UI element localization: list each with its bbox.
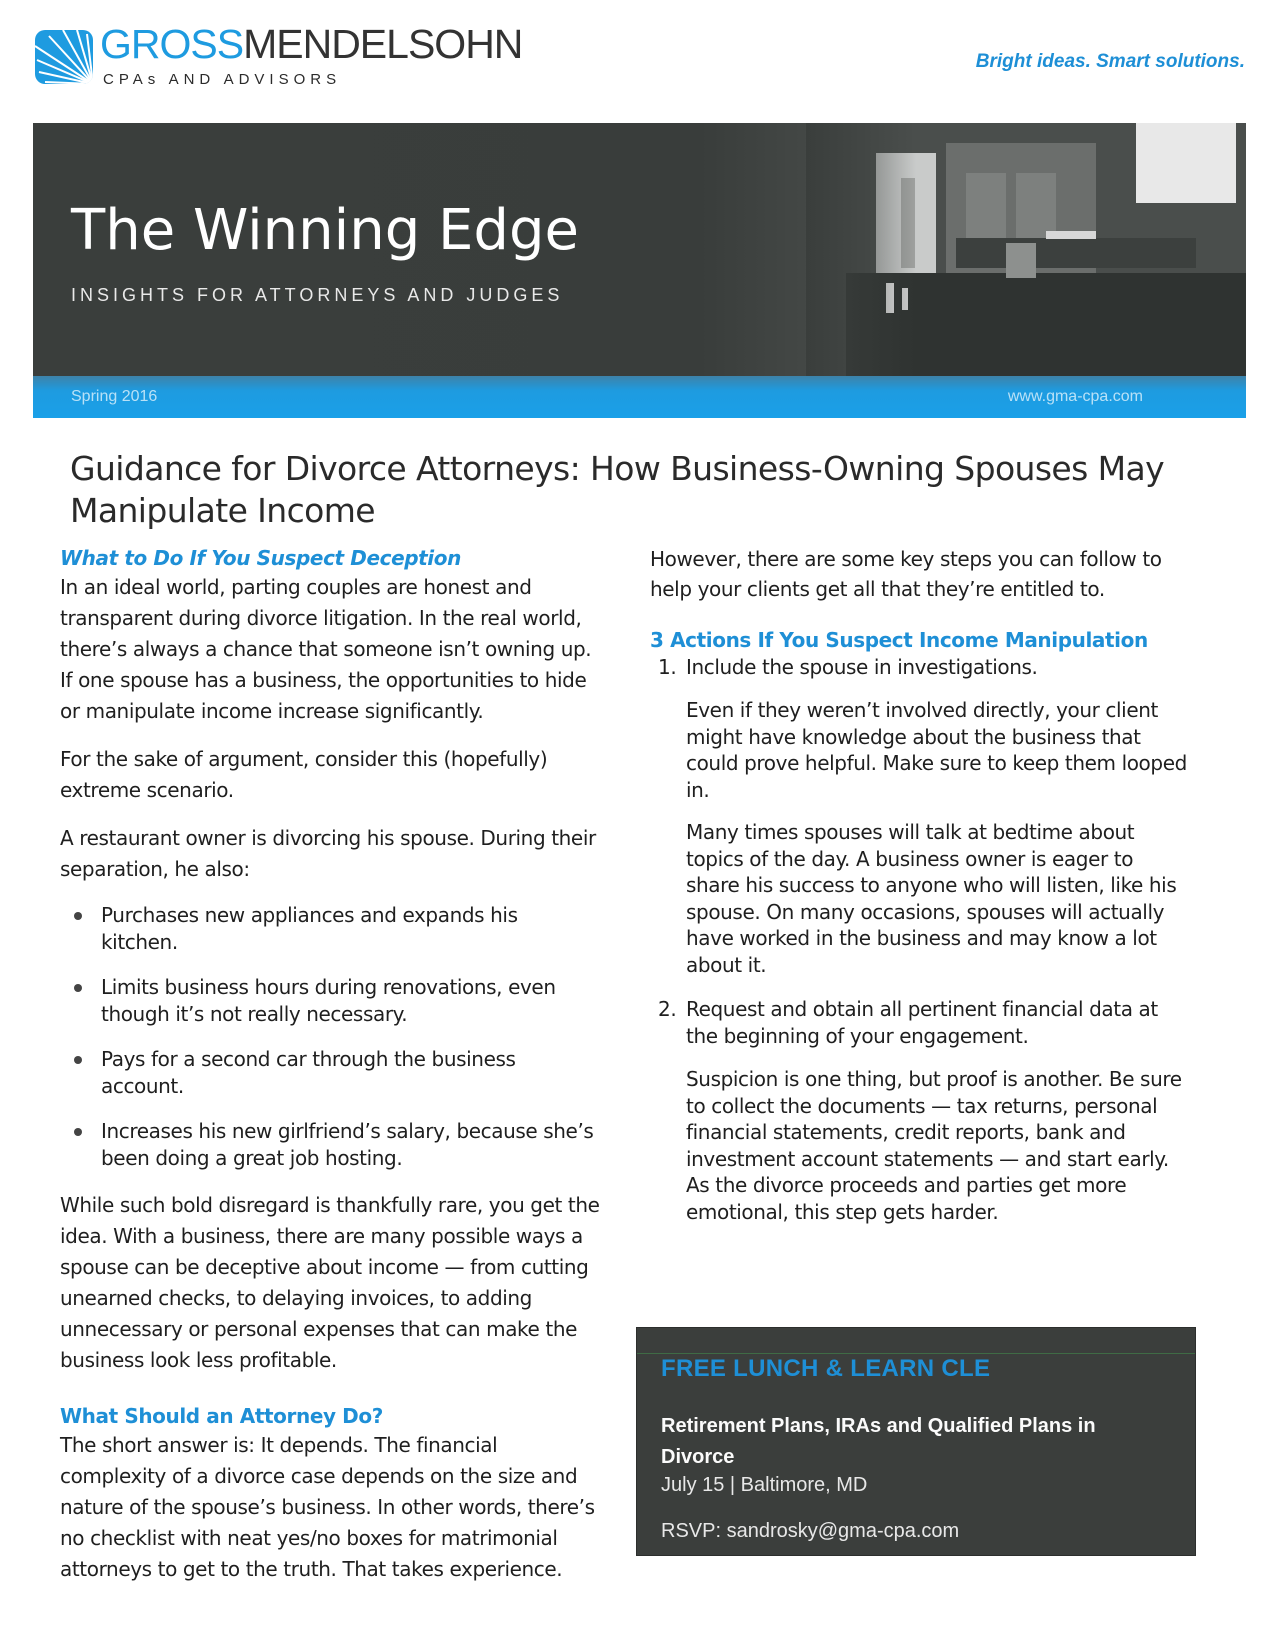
step-number: 1. (658, 655, 677, 679)
step-body: Many times spouses will talk at bedtime about topics of the day. A business owner is eager to share his success to anyone who will listen, like his spouse. On many occasions, spouses will actually have worked in the business and may know a lot about it. (686, 820, 1177, 977)
brand-name (100, 21, 523, 67)
section-heading-deception: What to Do If You Suspect Deception (60, 546, 461, 570)
paragraph: While such bold disregard is thankfully rare, you get the idea. With a business, there are many possible ways a spouse can be deceptive about income — from cutting unearned checks, to delaying invoices, to adding unnecessary or personal expenses that can make the business look less profitable. (60, 1193, 600, 1372)
courtroom-photo (806, 123, 1246, 383)
brand-secondary: MENDELSOHN (243, 21, 523, 67)
section-heading-actions: 3 Actions If You Suspect Income Manipulation (650, 628, 1148, 652)
right-column (650, 544, 1190, 1243)
scenario-list (74, 902, 600, 1172)
paragraph: However, there are some key steps you can follow to help your clients get all that they’re entitled to. (650, 547, 1162, 601)
paragraph: A restaurant owner is divorcing his spouse. During their separation, he also: (60, 826, 596, 881)
logo-rays (35, 30, 93, 84)
paragraph: For the sake of argument, consider this (hopefully) extreme scenario. (60, 747, 548, 802)
step-item (650, 996, 1190, 1225)
paragraph: The short answer is: It depends. The financial complexity of a divorce case depends on the size and nature of the spouse’s business. In other words, there’s no checklist with neat yes/no boxes for matrimonial attorneys to get to the truth. That takes experience. (60, 1433, 595, 1581)
bullet-icon (74, 912, 82, 920)
list-item-text: Purchases new appliances and expands his kitchen. (101, 903, 518, 954)
bullet-icon (74, 1056, 82, 1064)
article-title: Guidance for Divorce Attorneys: How Business-Owning Spouses May Manipulate Income (70, 449, 1165, 530)
website-link[interactable]: www.gma-cpa.com (1007, 388, 1143, 405)
newsletter-title: The Winning Edge (71, 198, 579, 263)
left-column (60, 544, 600, 1602)
list-item (74, 1118, 600, 1172)
step-item (650, 654, 1190, 978)
cle-date-location: July 15 | Baltimore, MD (661, 1474, 868, 1496)
issue-season: Spring 2016 (71, 388, 158, 405)
list-item (74, 902, 600, 956)
sunburst-logo-icon (35, 30, 93, 84)
cle-title: FREE LUNCH & LEARN CLE (661, 1355, 991, 1382)
step-heading: Request and obtain all pertinent financial data at the beginning of your engagement. (686, 997, 1158, 1048)
brand-primary: GROSS (100, 21, 244, 67)
list-item (74, 974, 600, 1028)
step-body: Suspicion is one thing, but proof is another. Be sure to collect the documents — tax returns, personal financial statements, credit reports, bank and investment account statements — and start early. As the divorce proceeds and parties get more emotional, this step gets harder. (686, 1067, 1182, 1224)
action-steps (650, 654, 1190, 1225)
step-heading: Include the spouse in investigations. (686, 655, 1038, 679)
divider (637, 1353, 1195, 1354)
cle-rsvp-email[interactable]: RSVP: sandrosky@gma-cpa.com (661, 1520, 960, 1542)
list-item-text: Pays for a second car through the business account. (101, 1047, 516, 1098)
step-number: 2. (658, 997, 677, 1021)
bullet-icon (74, 984, 82, 992)
step-body: Even if they weren’t involved directly, your client might have knowledge about the business that could prove helpful. Make sure to keep them looped in. (686, 698, 1187, 802)
section-heading-attorney: What Should an Attorney Do? (60, 1404, 383, 1428)
list-item-text: Increases his new girlfriend’s salary, because she’s been doing a great job hosting. (101, 1119, 594, 1170)
tagline: Bright ideas. Smart solutions. (975, 51, 1245, 72)
bullet-icon (74, 1128, 82, 1136)
newsletter-subtitle: INSIGHTS FOR ATTORNEYS AND JUDGES (71, 285, 564, 305)
masthead-banner (33, 123, 1246, 418)
brand-subtitle: CPAs AND ADVISORS (103, 71, 342, 88)
banner-strip (33, 376, 1246, 418)
list-item-text: Limits business hours during renovations, even though it’s not really necessary. (101, 975, 556, 1026)
cle-event-name: Retirement Plans, IRAs and Qualified Plans in Divorce (661, 1415, 1096, 1468)
cle-event-box (636, 1327, 1196, 1556)
paragraph: In an ideal world, parting couples are honest and transparent during divorce litigation. In the real world, there’s always a chance that someone isn’t owning up. If one spouse has a business, the opportunities to hide or manipulate income increase significantly. (60, 575, 592, 723)
list-item (74, 1046, 600, 1100)
